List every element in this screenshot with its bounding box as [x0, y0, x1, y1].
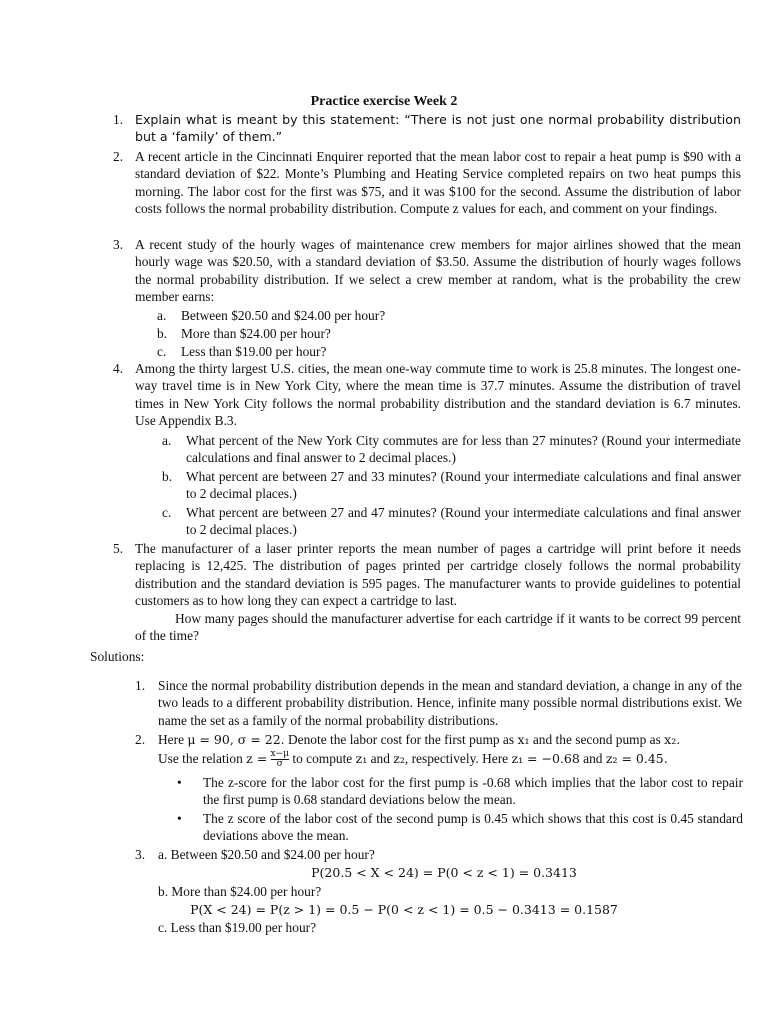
bullet-icon: • — [177, 811, 182, 826]
math-expression: z₁ — [355, 750, 368, 766]
solution-text: and the second pump as — [532, 732, 661, 747]
question-text: A recent article in the Cincinnati Enquirer reported that the mean labor cost to repair a heat pump is $90 with a standard deviation of $22. Monte’s Plumbing and Heating Service completed repairs on two heat pumps this morning. The labor cost for the first was $75, and it was $100 for the second. Assume the distribution of labor costs follows the normal probability distribution. Compute z values for each, and comment on your findings. — [135, 149, 741, 217]
question-text: Explain what is meant by this statement: “There is not just one normal probability distribution but a ‘family’ of them.” — [135, 112, 741, 145]
math-expression: x₂. — [664, 732, 681, 747]
solution-2 — [135, 731, 742, 770]
question-number: 3. — [113, 237, 124, 252]
question-text: The manufacturer of a laser printer reports the mean number of pages a cartridge will print before it needs replacing is 12,425. The distribution of pages printed per cartridge closely follows the normal probability distribution and the standard deviation is 595 pages. The manufacturer wants to provide guidelines to potential customers as to how long they can expect a cartridge to last. — [135, 541, 741, 609]
fraction — [271, 750, 289, 769]
solution-text: Here — [158, 732, 185, 747]
part-text: What percent of the New York City commutes are for less than 27 minutes? (Round your intermediate calculations and final answer to 2 decimal places.) — [186, 433, 741, 466]
solution-text: to compute — [292, 750, 353, 766]
part-text: What percent are between 27 and 47 minutes? (Round your intermediate calculations and final answer to 2 decimal places.) — [186, 505, 741, 538]
solution-text: Since the normal probability distribution depends in the mean and standard deviation, a change in any of the two leads to a different probability distribution. Hence, infinite many possible normal distributions exist. We name the set as a family of the normal probability distributions. — [158, 678, 742, 728]
solution-3b-label: b. More than $24.00 per hour? — [158, 884, 322, 899]
solution-3c-label: c. Less than $19.00 per hour? — [158, 920, 317, 935]
solutions-heading: Solutions: — [90, 649, 145, 664]
question-3 — [113, 236, 741, 306]
question-4-part-b — [162, 468, 741, 503]
question-number: 1. — [113, 112, 124, 127]
math-expression: z = — [246, 750, 268, 766]
part-text: Less than $19.00 per hour? — [181, 344, 327, 359]
part-text: Between $20.50 and $24.00 per hour? — [181, 308, 386, 323]
bullet-icon: • — [177, 775, 182, 790]
fraction-denominator: σ — [276, 759, 283, 770]
question-3-part-c — [157, 343, 741, 360]
question-number: 4. — [113, 361, 124, 376]
solution-number: 1. — [135, 678, 146, 693]
part-letter: b. — [157, 326, 168, 341]
question-number: 2. — [113, 149, 124, 164]
page-title: Practice exercise Week 2 — [310, 94, 458, 109]
solution-number: 3. — [135, 847, 146, 862]
bullet-text: The z score of the labor cost of the second pump is 0.45 which shows that this cost is 0.45 standard deviations above the mean. — [203, 811, 743, 844]
question-text: A recent study of the hourly wages of maintenance crew members for major airlines showed that the mean hourly wage was $20.50, with a standard deviation of $3.50. Assume the distribution of hourly wages follows the normal probability distribution. If we select a crew member at random, what is the probability the crew member earns: — [135, 237, 741, 305]
part-letter: c. — [162, 505, 172, 520]
solution-text: , respectively. Here — [404, 750, 509, 766]
question-1 — [113, 111, 741, 146]
question-4-part-a — [162, 432, 741, 467]
question-3-part-b — [157, 325, 741, 342]
question-text: Among the thirty largest U.S. cities, the mean one-way commute time to work is 25.8 minutes. The longest one-way travel time is in New York City, where the mean time is 37.7 minutes. Assume the distribution of travel times in New York City follows the normal probability distribution and the standard deviation is 6.7 minutes. Use Appendix B.3. — [135, 361, 741, 429]
solution-2-bullet-2 — [177, 810, 743, 845]
solution-3b-math: P(X < 24) = P(z > 1) = 0.5 − P(0 < z < 1) = 0.5 − 0.3413 = 0.1587 — [190, 902, 618, 917]
solution-1 — [135, 677, 742, 729]
question-4-part-c — [162, 504, 741, 539]
part-letter: b. — [162, 469, 173, 484]
part-text: What percent are between 27 and 33 minutes? (Round your intermediate calculations and final answer to 2 decimal places.) — [186, 469, 741, 502]
question-4 — [113, 360, 741, 430]
solution-text: and — [370, 750, 390, 766]
question-number: 5. — [113, 541, 124, 556]
question-5 — [113, 540, 741, 644]
part-letter: a. — [162, 433, 172, 448]
part-letter: a. — [157, 308, 167, 323]
part-letter: c. — [157, 344, 167, 359]
solution-number: 2. — [135, 732, 146, 747]
question-text-continued: How many pages should the manufacturer advertise for each cartridge if it wants to be correct 99 percent of the time? — [135, 610, 741, 644]
bullet-text: The z-score for the labor cost for the first pump is -0.68 which implies that the labor cost to repair the first pump is 0.68 standard deviations below the mean. — [203, 775, 743, 808]
question-3-part-a — [157, 307, 741, 324]
fraction-numerator: x−μ — [270, 749, 290, 760]
math-expression: z₂ — [393, 750, 405, 766]
part-text: More than $24.00 per hour? — [181, 326, 331, 341]
math-expression: x₁ — [517, 732, 530, 747]
solution-3 — [135, 846, 742, 863]
question-2 — [113, 148, 741, 218]
math-expression: μ = 90, σ = 22. — [187, 732, 285, 747]
solution-text: Use the relation — [158, 750, 243, 766]
math-expression: z₂ = 0.45. — [605, 750, 668, 766]
solution-3a-math: P(20.5 < X < 24) = P(0 < z < 1) = 0.3413 — [311, 865, 577, 880]
solution-text: and — [583, 750, 603, 766]
solution-text: Denote the labor cost for the first pump as — [287, 732, 515, 747]
solution-2-bullet-1 — [177, 774, 743, 809]
math-expression: z₁ = −0.68 — [511, 750, 580, 766]
solution-text: a. Between $20.50 and $24.00 per hour? — [158, 847, 375, 862]
